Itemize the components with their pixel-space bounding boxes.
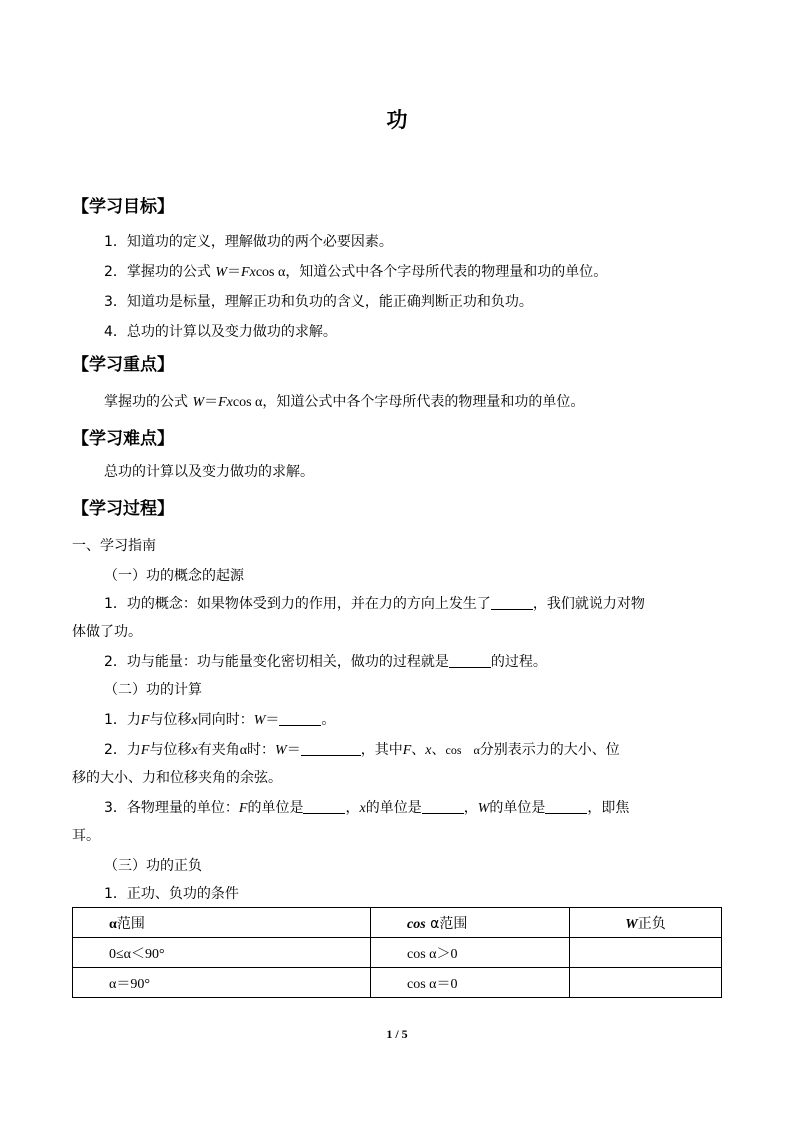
calc-1-text: 1．力 [104,712,141,728]
calc-3-continued: 耳。 [72,828,100,844]
answer-blank[interactable] [422,799,464,814]
goal-2 [104,262,607,283]
key-text [104,392,584,413]
calc-2-continued: 移的大小、力和位移夹角的余弦。 [72,770,282,786]
sub-3-title: （三）功的正负 [104,858,202,874]
var-f: F [140,713,150,728]
calc-2-sep: 、 [411,742,426,758]
calc-1-eq: ＝ [265,712,280,728]
cos-range-cell: cos α＝0 [371,968,570,998]
calc-1 [104,710,335,731]
calc-3 [104,798,629,819]
var-f: F [140,743,150,758]
calc-2 [104,740,620,761]
key-fx: Fx [218,395,233,410]
calc-2-text: 2．力 [104,742,141,758]
calc-2-text: ，其中 [360,742,403,758]
difficult-heading: 【学习难点】 [72,429,174,449]
concept-1-text-b: ，我们就说力对物 [532,596,645,612]
var-x: x [191,713,198,728]
key-text-a: 掌握功的公式 [104,394,188,410]
calc-3-sep: ， [463,800,478,816]
work-sign-table [72,907,722,998]
cos-range-cell: cos α＞0 [371,938,570,968]
goals-heading: 【学习目标】 [72,197,174,217]
goal-3: 3．知道功是标量，理解正功和负功的含义，能正确判断正功和负功。 [104,294,533,310]
calc-2-text: 分别表示力的大小、位 [479,742,620,758]
goal-2-fx: Fx [241,265,256,280]
difficult-text: 总功的计算以及变力做功的求解。 [104,464,314,480]
calc-2-text: 时： [247,742,276,758]
concept-1-continued: 体做了功。 [72,624,142,640]
sub-1-title: （一）功的概念的起源 [104,568,244,584]
table-row [73,938,722,968]
calc-1-text: 同向时： [197,712,254,728]
calc-1-period: 。 [321,712,336,728]
var-f: F [402,743,412,758]
var-alpha: α [239,743,248,758]
calc-3-text: 3．各物理量的单位： [104,800,239,816]
work-sign-cell[interactable] [570,938,722,968]
calc-1-text: 与位移 [149,712,192,728]
calc-2-text: 与位移 [149,742,192,758]
key-w: W [192,395,205,410]
header-cos-range [371,908,570,938]
table-caption: 1．正功、负功的条件 [104,886,239,902]
goal-2-eq: ＝ [227,264,242,280]
header-alpha-range [73,908,371,938]
part-1-title: 一、学习指南 [72,538,156,554]
alpha-range-cell: 0≤α＜90° [73,938,371,968]
concept-1 [104,594,645,614]
process-heading: 【学习过程】 [72,499,174,519]
w-symbol: W [625,916,638,932]
key-text-b: ，知道公式中各个字母所代表的物理量和功的单位。 [262,394,585,410]
goal-2-cos: cos α [255,265,286,280]
calc-2-sep: 、 [431,742,446,758]
var-x: x [359,801,366,816]
calc-3-text: 的单位是 [489,800,546,816]
header-label: 范围 [116,915,145,932]
answer-blank[interactable] [491,595,533,610]
answer-blank[interactable] [279,711,321,726]
table-row [73,968,722,998]
var-w: W [253,713,266,728]
goal-2-text-a: 2．掌握功的公式 [104,264,211,280]
calc-3-text: 的单位是 [247,800,304,816]
table-header-row [73,908,722,938]
answer-blank[interactable] [303,799,345,814]
var-w: W [477,801,490,816]
calc-3-sep: ， [345,800,360,816]
alpha-symbol: α [109,916,117,932]
header-label: α范围 [425,915,468,932]
page-title: 功 [386,108,408,132]
goal-2-w: W [215,265,228,280]
var-x: x [191,743,198,758]
alpha-range-cell: α＝90° [73,968,371,998]
goal-1: 1．知道功的定义，理解做功的两个必要因素。 [104,234,393,250]
var-w: W [275,743,287,758]
calc-2-text: 有夹角 [197,742,240,758]
key-heading: 【学习重点】 [72,355,174,375]
goal-2-text-b: ，知道公式中各个字母所代表的物理量和功的单位。 [285,264,608,280]
calc-2-eq: ＝ [286,742,301,758]
answer-blank[interactable] [449,653,491,668]
page-number: 1 / 5 [386,1027,408,1041]
answer-blank[interactable] [301,741,361,756]
concept-2 [104,652,547,672]
sub-2-title: （二）功的计算 [104,682,202,698]
key-cos: cos α [232,395,263,410]
var-x: x [425,743,432,758]
concept-1-text-a: 1．功的概念：如果物体受到力的作用，并在力的方向上发生了 [104,596,491,612]
header-work-sign [570,908,722,938]
answer-blank[interactable] [545,799,587,814]
key-eq: ＝ [204,394,219,410]
cos-symbol: cos [407,916,426,932]
work-sign-cell[interactable] [570,968,722,998]
concept-2-text-b: 的过程。 [490,654,547,670]
var-f: F [238,801,248,816]
goal-4: 4．总功的计算以及变力做功的求解。 [104,324,337,340]
calc-3-text: 的单位是 [365,800,422,816]
calc-3-text: ，即焦 [587,800,630,816]
header-label: 正负 [637,915,666,932]
var-cos: cos α [445,743,480,757]
concept-2-text-a: 2．功与能量：功与能量变化密切相关，做功的过程就是 [104,654,449,670]
